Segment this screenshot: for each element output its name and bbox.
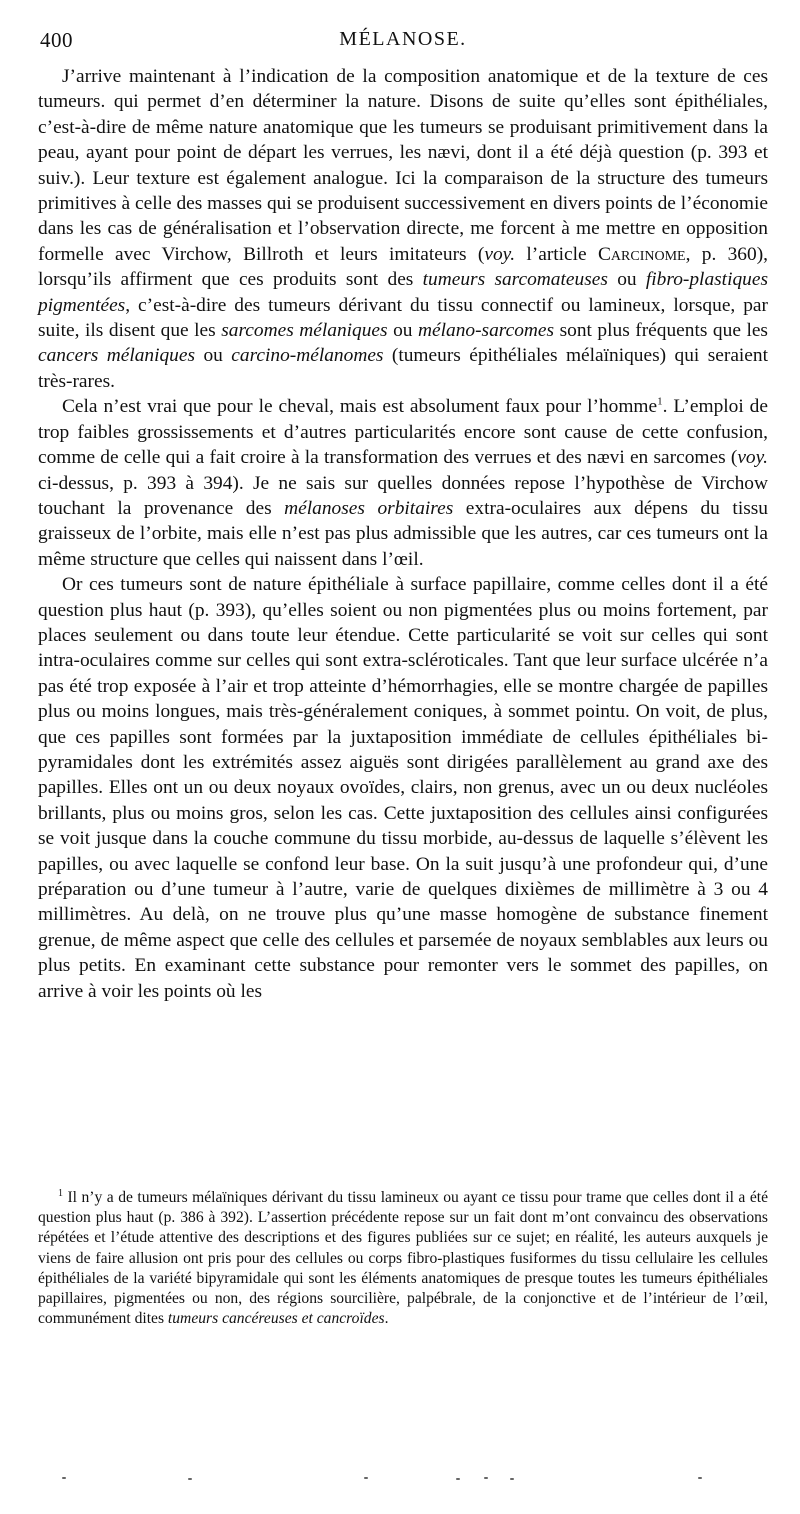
italic-run: cancers mélaniques [38,345,196,367]
ink-speck [510,1478,514,1480]
text-run: (tumeurs épithéliales mélaïniques) qui seraient très-rares. [38,345,768,392]
text-run: Cela n’est vrai que pour le cheval, mais est absolument faux pour l’homme [62,396,658,418]
text-run: ou [387,320,418,342]
ink-speck [364,1477,368,1479]
ink-speck [456,1478,460,1480]
text-run: sont plus fréquents que les [554,320,768,342]
text-run: J’arrive maintenant à l’indication de la composition anatomique et de la texture de ces tumeurs. qui permet d’en déterminer la nature. Disons de suite qu’elles sont épithéliales, c’est-à-dire de même nature anatomique que les tumeurs se produisant primitivement dans la peau, ayant pour point de départ les verrues, les nævi, dont il a été déjà question (p. 393 et suiv.). Leur texture est également analogue. Ici la comparaison de la structure des tumeurs primitives à celle des masses qui se produisent successivement en divers points de l’économie dans les cas de généralisation et l’observation directe, me forcent à me mettre en opposition formelle avec Virchow, Billroth et leurs imitateurs ( [38,66,768,265]
italic-run: sarcomes mélaniques [221,320,388,342]
paragraph-2 [38,394,768,572]
text-run: l’article [515,243,598,265]
ink-speck [484,1477,488,1479]
page-number: 400 [40,28,73,52]
text-run: . [384,1310,389,1328]
text-run: Il n’y a de tumeurs mélaïniques dérivant du tissu lamineux ou ayant ce tissu pour trame que celles dont il a été question plus haut (p. 386 à 392). L’assertion précédente repose sur un fait dont m’ont convaincu des observations répétées et l’étude attentive des descriptions et des figures publiées sur ce sujet; en réalité, les auteurs auxquels je viens de faire allusion ont pris pour des cellules ou corps fibro-plastiques fusiformes du tissu cellulaire les cellules épithéliales de la variété bipyramidale qui sont les éléments anatomiques de presque toutes les tumeurs épithéliales papillaires, pigmentées ou non, des régions sourcilière, palpébrale, de la conjonctive et de l’intérieur de l’œil, communément dites [38,1189,768,1328]
italic-run: tumeurs cancéreuses et cancroïdes [167,1310,385,1328]
ink-speck [188,1478,192,1480]
ink-speck [698,1477,702,1479]
italic-run: carcino-mélanomes [231,345,384,367]
main-text [38,64,768,1004]
small-caps-run: Carcinome [597,243,686,265]
text-run: ou [607,269,646,291]
paragraph-3: Or ces tumeurs sont de nature épithéliale à surface papillaire, comme celles dont il a été question plus haut (p. 393), qu’elles soient ou non pigmentées plus ou moins fortement, par places seulement ou dans toute leur étendue. Cette particularité se voit sur celles qui sont intra-oculaires comme sur celles qui sont extra-scléroticales. Tant que leur surface ulcérée n’a pas été trop exposée à l’air et trop atteinte d’hémorrhagies, elle se montre chargée de papilles plus ou moins longues, mais très-généralement coniques, à sommet pointu. On voit, de plus, que ces papilles sont formées par la juxtaposition immédiate de cellules épithéliales bi-pyramidales dont les extrémités assez aiguës sont dirigées parallèlement au grand axe des papilles. Elles ont un ou deux noyaux ovoïdes, clairs, non grenus, avec un ou deux nucléoles brillants, plus ou moins gros, selon les cas. Cette juxtaposition des cellules ainsi configurées se voit jusque dans la couche commune du tissu morbide, au-dessus de laquelle s’élèvent les papilles, ou avec laquelle se confond leur base. On la suit jusqu’à une profondeur qui, d’une préparation ou d’une tumeur à l’autre, varie de quelques dixièmes de millimètre à 3 ou 4 millimètres. Au delà, on ne trouve plus qu’une masse homogène de substance finement grenue, de même aspect que celle des cellules et parsemée de noyaux semblables aux leurs ou plus petits. En examinant cette substance pour remonter vers le sommet des papilles, on arrive à voir les points où les [38,574,768,1002]
running-head: MÉLANOSE. [339,28,467,50]
footnote [38,1188,768,1329]
footnote-marker: 1 [58,1187,63,1199]
italic-run: mélanoses orbitaires [284,497,454,519]
italic-run: mélano-sarcomes [418,320,555,342]
italic-run: voy. [737,447,768,469]
italic-run: voy. [484,243,516,265]
footnote-text [38,1188,768,1329]
footnote-reference[interactable]: 1 [657,395,663,408]
paragraph-1 [38,64,768,394]
italic-run: tumeurs sarcomateuses [422,269,608,291]
text-run: ci-dessus, p. 393 à 394). Je ne sais sur quelles données repose l’hypothèse de Virchow touchant la provenance des [38,472,768,519]
text-run: , p. 360), lorsqu’ils affirment que ces produits sont des [38,243,768,291]
ink-speck [62,1477,66,1479]
text-run: extra-oculaires aux dépens du tissu graisseux de l’orbite, mais elle n’est pas plus admissible que les autres, car ces tumeurs ont la même structure que celles qui naissent dans l’œil. [38,497,768,570]
text-run: . L’emploi de trop faibles grossissements et d’autres particularités encore sont cause de cette confusion, comme de celle qui a fait croire à la transformation des verrues et des nævi en sarcomes ( [38,396,768,469]
text-run: ou [195,345,232,367]
italic-run: fibro-plastiques pigmentées [38,269,768,316]
text-run: , c’est-à-dire des tumeurs dérivant du tissu connectif ou lamineux, lorsque, par suite, ils disent que les [38,294,768,342]
page-header [38,28,768,58]
